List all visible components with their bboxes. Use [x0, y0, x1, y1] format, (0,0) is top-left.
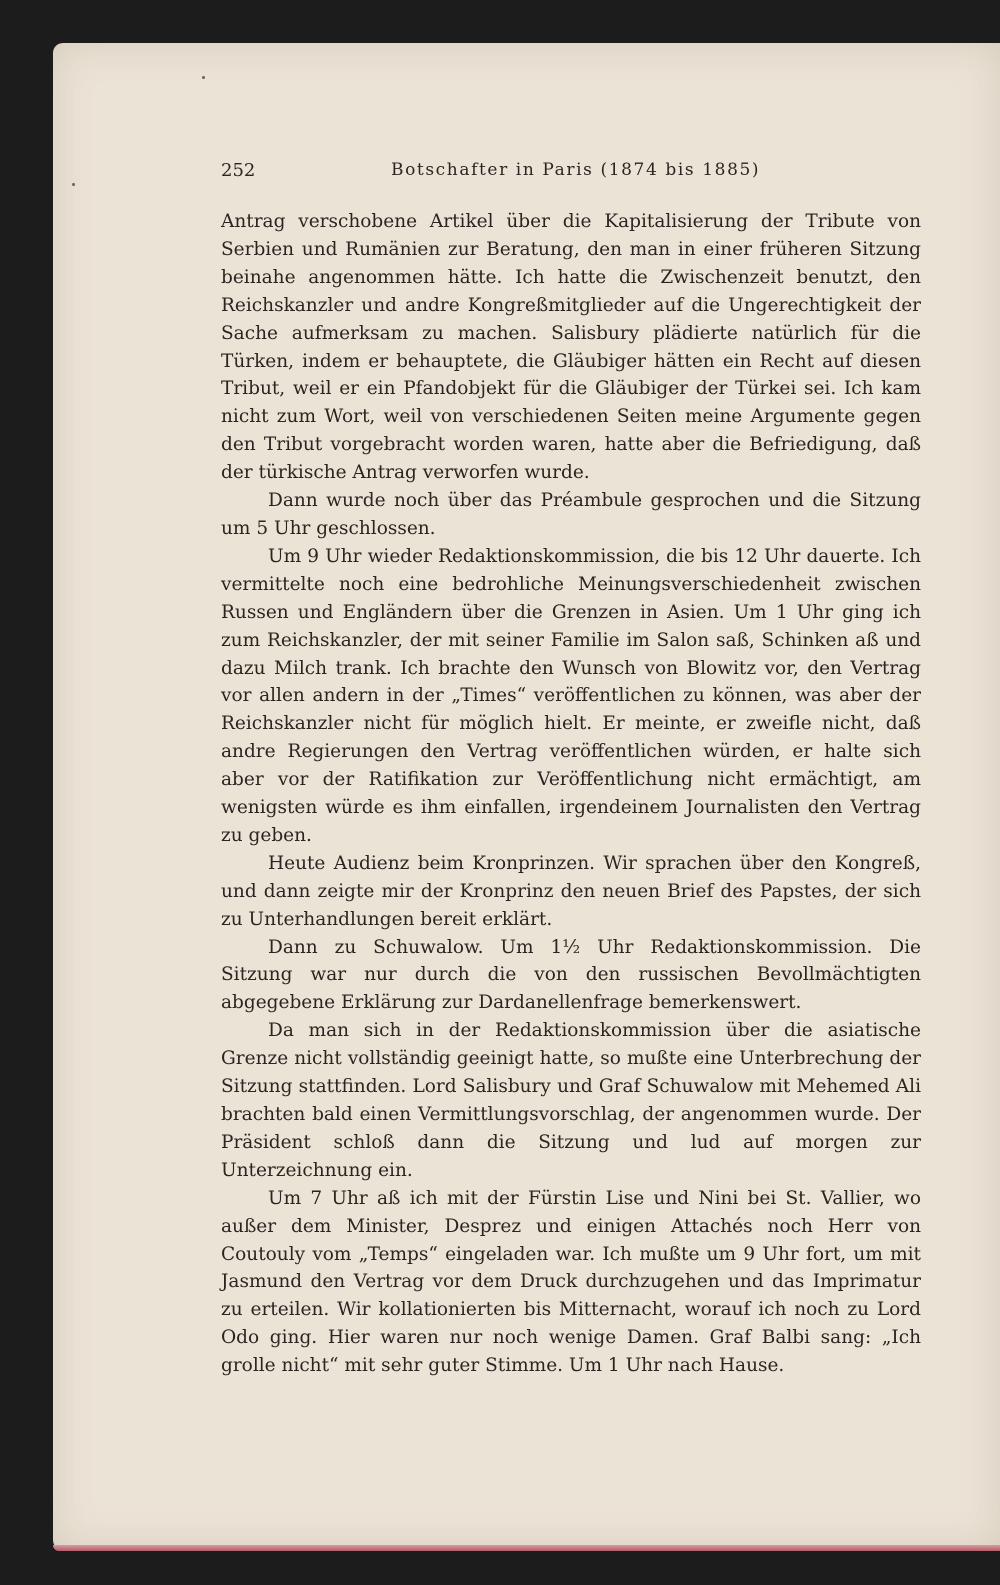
running-head: Botschafter in Paris (1874 bis 1885) [391, 160, 761, 180]
page-edge-stain [53, 1545, 1000, 1551]
paragraph: Dann wurde noch über das Préambule gesprochen und die Sitzung um 5 Uhr geschlossen. [221, 490, 921, 539]
paragraph: Um 7 Uhr aß ich mit der Fürstin Lise und Nini bei St. Vallier, wo außer dem Minister, Desprez und einigen Attachés noch Herr von Coutouly vom „Temps“ eingeladen war. Ich mußte um 9 Uhr fort, um mit Jasmund den Vertrag vor dem Druck durchzugehen und das Imprimatur zu erteilen. Wir kollationierten bis Mitternacht, worauf ich noch zu Lord Odo ging. Hier waren nur noch wenige Damen. Graf Balbi sang: „Ich grolle nicht“ mit sehr guter Stimme. Um 1 Uhr nach Hause. [221, 1187, 921, 1377]
page-number: 252 [221, 160, 256, 181]
page-header [221, 160, 921, 184]
paragraph: Heute Audienz beim Kronprinzen. Wir sprachen über den Kongreß, und dann zeigte mir der Kronprinz den neuen Brief des Papstes, der sich zu Unterhandlungen bereit erklärt. [221, 852, 921, 930]
paper-speck [202, 76, 205, 79]
paragraph: Antrag verschobene Artikel über die Kapitalisierung der Tribute von Serbien und Rumänien zur Beratung, den man in einer früheren Sitzung beinahe angenommen hätte. Ich hatte die Zwischenzeit benutzt, den Reichskanzler und andre Kongreßmitglieder auf die Ungerechtigkeit der Sache aufmerksam zu machen. Salisbury plädierte natürlich für die Türken, indem er behauptete, die Gläubiger hätten ein Recht auf diesen Tribut, weil er ein Pfandobjekt für die Gläubiger der Türkei sei. Ich kam nicht zum Wort, weil von verschiedenen Seiten meine Argumente gegen den Tribut vorgebracht worden waren, hatte aber die Befriedigung, daß der türkische Antrag verworfen wurde. [221, 211, 921, 484]
paragraph: Dann zu Schuwalow. Um 1½ Uhr Redaktionskommission. Die Sitzung war nur durch die von den russischen Bevollmächtigten abgegebene Erklärung zur Dardanellenfrage bemerkenswert. [221, 936, 921, 1014]
body-text [221, 208, 921, 1380]
paragraph: Um 9 Uhr wieder Redaktionskommission, die bis 12 Uhr dauerte. Ich vermittelte noch eine bedrohliche Meinungsverschiedenheit zwischen Russen und Engländern über die Grenzen in Asien. Um 1 Uhr ging ich zum Reichskanzler, der mit seiner Familie im Salon saß, Schinken aß und dazu Milch trank. Ich brachte den Wunsch von Blowitz vor, den Vertrag vor allen andern in der „Times“ veröffentlichen zu können, was aber der Reichskanzler nicht für möglich hielt. Er meinte, er zweifle nicht, daß andre Regierungen den Vertrag veröffentlichen würden, er halte sich aber vor der Ratifikation zur Veröffentlichung nicht ermächtigt, am wenigsten würde es ihm einfallen, irgendeinem Journalisten den Vertrag zu geben. [221, 545, 921, 846]
paragraph: Da man sich in der Redaktionskommission über die asiatische Grenze nicht vollständig geeinigt hatte, so mußte eine Unterbrechung der Sitzung stattfinden. Lord Salisbury und Graf Schuwalow mit Mehemed Ali brachten bald einen Vermittlungsvorschlag, der angenommen wurde. Der Präsident schloß dann die Sitzung und lud auf morgen zur Unterzeichnung ein. [221, 1020, 921, 1181]
paper-speck [72, 183, 75, 186]
